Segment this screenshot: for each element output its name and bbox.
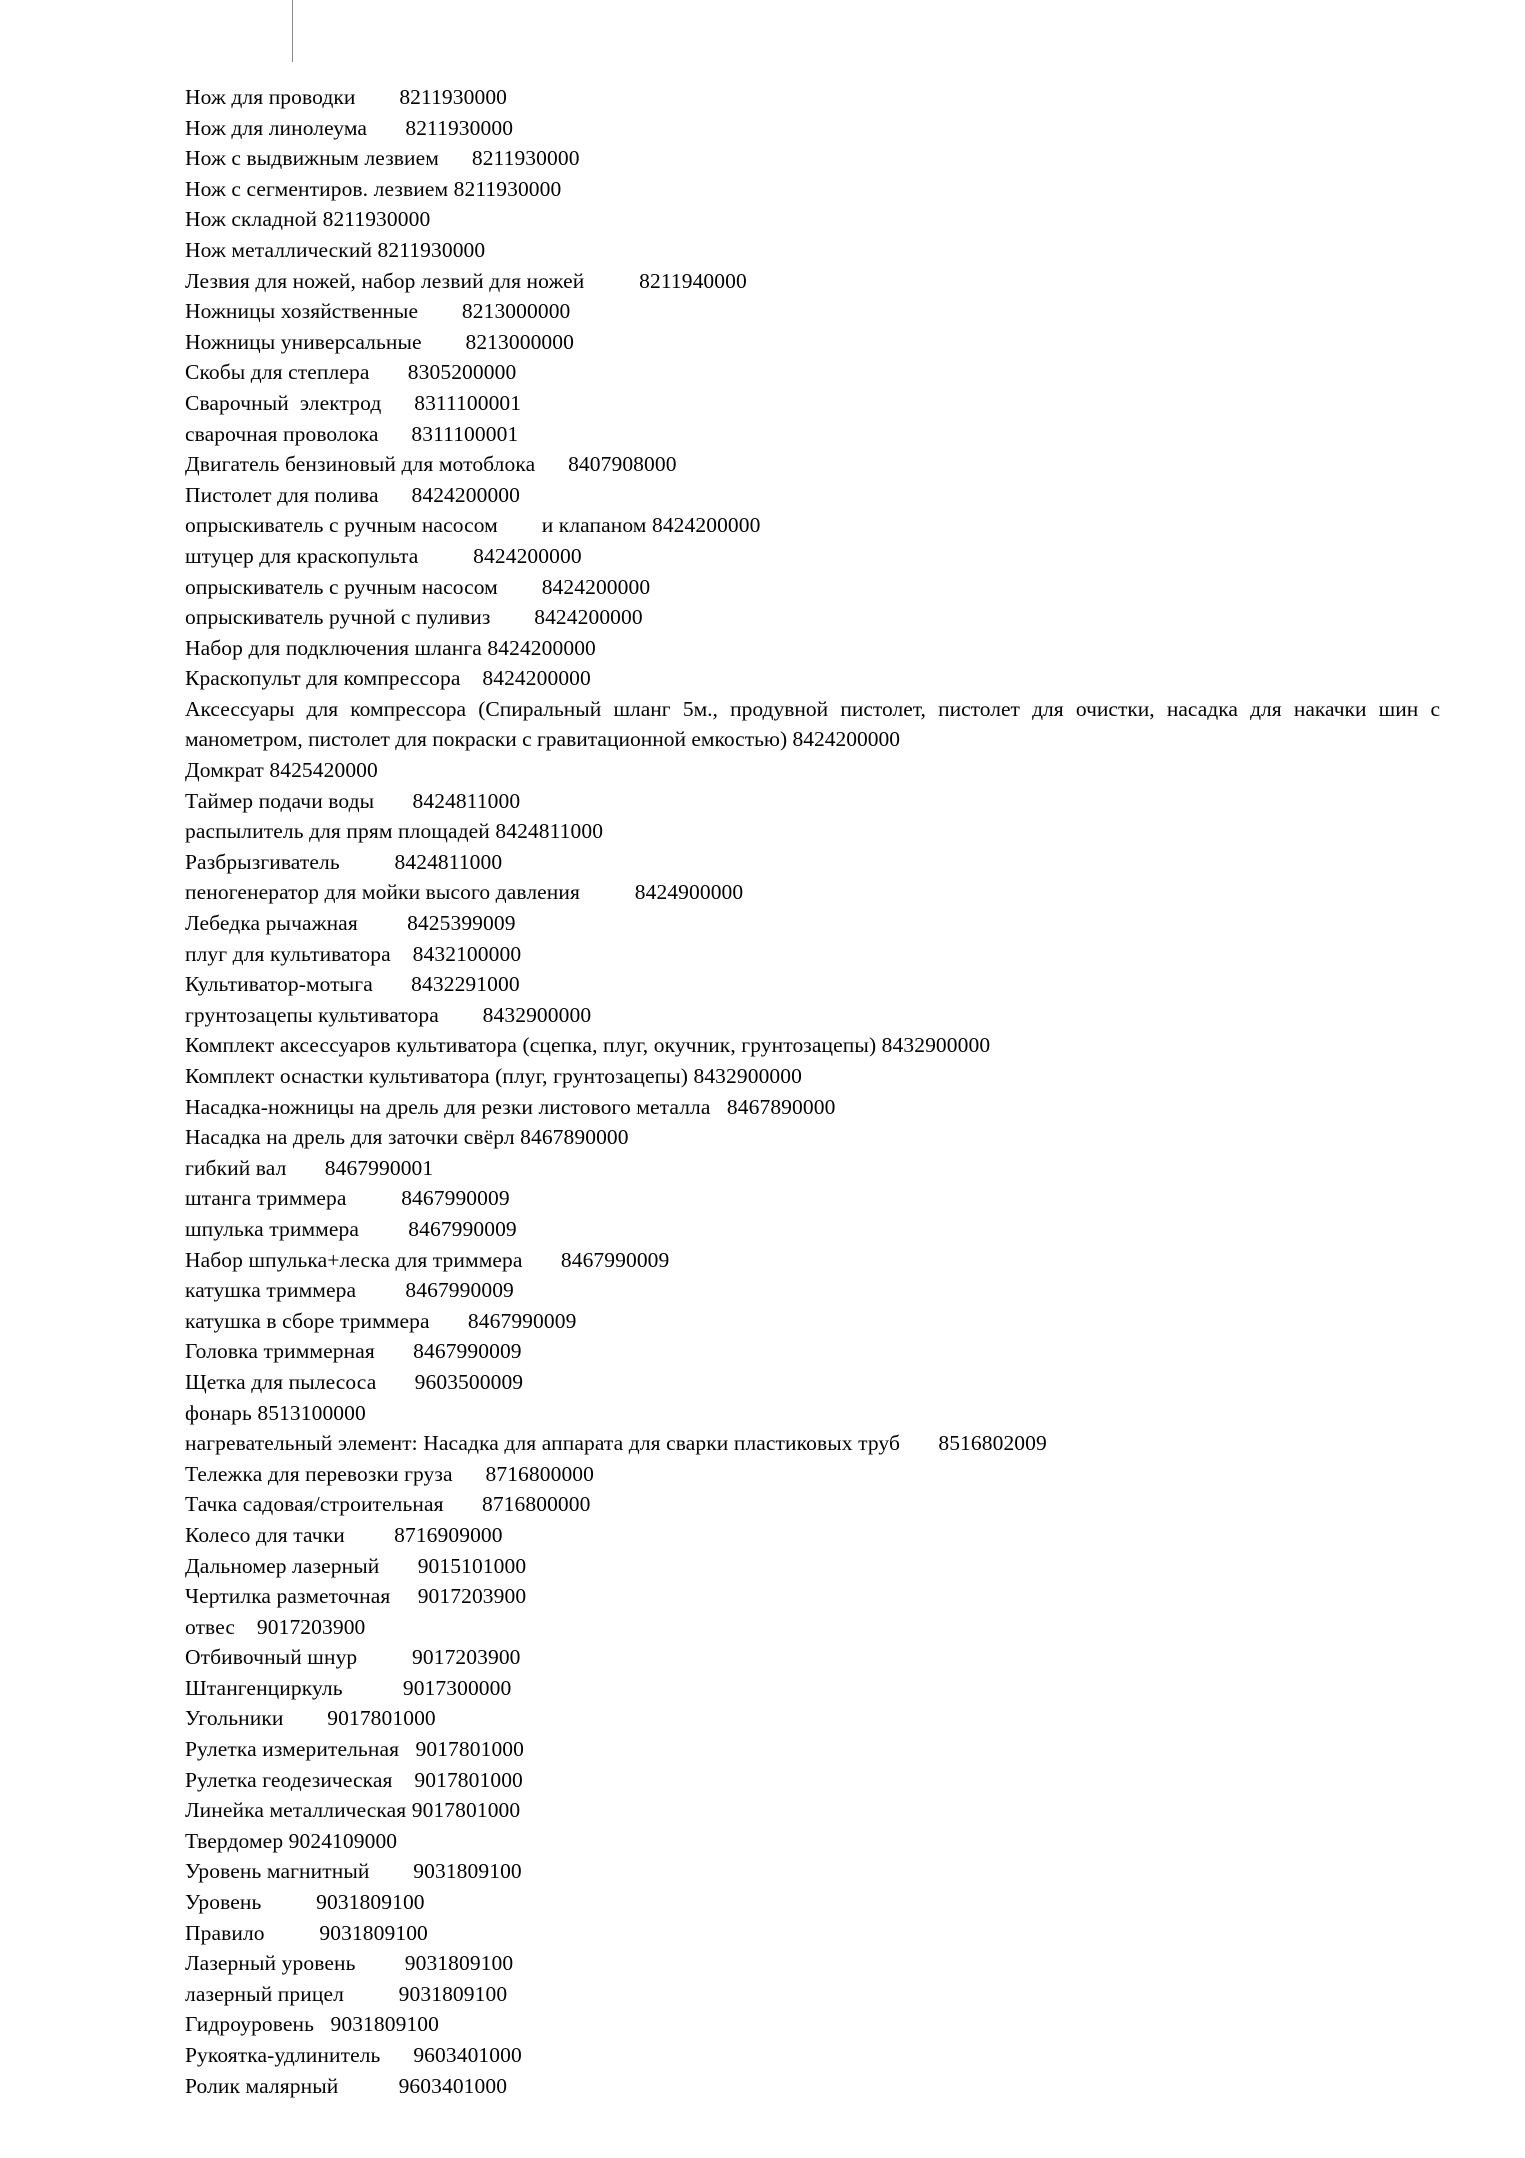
list-item: Правило 9031809100	[185, 1920, 428, 1945]
list-item: фонарь 8513100000	[185, 1400, 366, 1425]
list-item: штуцер для краскопульта 8424200000	[185, 543, 582, 568]
list-item: опрыскиватель с ручным насосом 8424200000	[185, 574, 651, 599]
list-item: плуг для культиватора 8432100000	[185, 941, 522, 966]
list-item: Лезвия для ножей, набор лезвий для ножей 8211940000	[185, 268, 747, 293]
list-item: Штангенциркуль 9017300000	[185, 1675, 512, 1700]
list-item: шпулька триммера 8467990009	[185, 1216, 517, 1241]
list-item: распылитель для прям площадей 8424811000	[185, 819, 604, 844]
list-item: Насадка на дрель для заточки свёрл 8467890000	[185, 1125, 629, 1150]
list-item: Угольники 9017801000	[185, 1706, 436, 1731]
list-item: сварочная проволока 8311100001	[185, 421, 519, 446]
list-item: нагревательный элемент: Насадка для аппарата для сварки пластиковых труб 8516802009	[185, 1431, 1047, 1456]
list-item: штанга триммера 8467990009	[185, 1186, 510, 1211]
list-item: Сварочный электрод 8311100001	[185, 390, 522, 415]
list-item: Таймер подачи воды 8424811000	[185, 788, 521, 813]
list-item: Набор шпулька+леска для триммера 8467990009	[185, 1247, 670, 1272]
list-item: Чертилка разметочная 9017203900	[185, 1584, 527, 1609]
list-item: Уровень 9031809100	[185, 1890, 425, 1915]
list-item: Отбивочный шнур 9017203900	[185, 1645, 521, 1670]
list-item: Культиватор-мотыга 8432291000	[185, 972, 520, 997]
list-item: Гидроуровень 9031809100	[185, 2012, 439, 2037]
list-item: Насадка-ножницы на дрель для резки листового металла 8467890000	[185, 1094, 836, 1119]
list-item: Нож металлический 8211930000	[185, 237, 486, 262]
list-item: Твердомер 9024109000	[185, 1828, 398, 1853]
list-item: Тачка садовая/строительная 8716800000	[185, 1492, 591, 1517]
list-item: Нож для проводки 8211930000	[185, 85, 508, 109]
list-item: Нож складной 8211930000	[185, 207, 431, 232]
list-item: гибкий вал 8467990001	[185, 1155, 434, 1180]
list-item: Нож с сегментиров. лезвием 8211930000	[185, 176, 562, 201]
document-body	[178, 82, 1448, 2101]
list-item: катушка триммера 8467990009	[185, 1278, 514, 1303]
list-item: Рулетка геодезическая 9017801000	[185, 1767, 523, 1792]
product-list-part-1	[178, 82, 1448, 694]
list-item: Нож для линолеума 8211930000	[185, 115, 514, 140]
list-item: Ножницы хозяйственные 8213000000	[185, 299, 571, 324]
accessories-paragraph: Аксессуары для компрессора (Спиральный шланг 5м., продувной пистолет, пистолет для очистки, насадка для накачки шин с манометром, пистолет для покраски с гравитационной емкостью) 8424200000	[185, 696, 1440, 752]
list-item: лазерный прицел 9031809100	[185, 1981, 508, 2006]
list-item: Линейка металлическая 9017801000	[185, 1798, 521, 1823]
list-item: Разбрызгиватель 8424811000	[185, 849, 503, 874]
list-item: Скобы для степлера 8305200000	[185, 360, 517, 385]
list-item: пеногенератор для мойки высого давления 8424900000	[185, 880, 744, 905]
list-item: Ножницы универсальные 8213000000	[185, 329, 574, 354]
list-item: Уровень магнитный 9031809100	[185, 1859, 522, 1884]
list-item: Тележка для перевозки груза 8716800000	[185, 1461, 594, 1486]
list-item: грунтозацепы культиватора 8432900000	[185, 1002, 592, 1027]
list-item: опрыскиватель с ручным насосом и клапаном 8424200000	[185, 513, 761, 538]
list-item: Краскопульт для компрессора 8424200000	[185, 666, 591, 691]
list-item: отвес 9017203900	[185, 1614, 366, 1639]
list-item: опрыскиватель ручной с пуливиз 8424200000	[185, 605, 643, 630]
list-item: Домкрат 8425420000	[185, 758, 378, 783]
list-item: Рукоятка-удлинитель 9603401000	[185, 2043, 522, 2067]
list-item: катушка в сборе триммера 8467990009	[185, 1308, 577, 1333]
list-item: Колесо для тачки 8716909000	[185, 1522, 503, 1547]
list-item: Щетка для пылесоса 9603500009	[185, 1369, 524, 1394]
list-item: Ролик малярный 9603401000	[185, 2073, 508, 2098]
list-item: Дальномер лазерный 9015101000	[185, 1553, 527, 1578]
list-item: Набор для подключения шланга 8424200000	[185, 635, 596, 660]
product-list-part-2	[178, 755, 1448, 2101]
list-item: Комплект аксессуаров культиватора (сцепка, плуг, окучник, грунтозацепы) 8432900000	[185, 1033, 991, 1058]
list-item: Головка триммерная 8467990009	[185, 1339, 522, 1364]
list-item: Рулетка измерительная 9017801000	[185, 1737, 525, 1762]
list-item: Лазерный уровень 9031809100	[185, 1951, 514, 1976]
margin-tick-mark	[292, 0, 293, 62]
list-item: Двигатель бензиновый для мотоблока 8407908000	[185, 452, 677, 477]
list-item: Комплект оснастки культиватора (плуг, грунтозацепы) 8432900000	[185, 1064, 802, 1088]
list-item: Нож с выдвижным лезвием 8211930000	[185, 146, 580, 171]
list-item: Пистолет для полива 8424200000	[185, 482, 520, 507]
list-item: Лебедка рычажная 8425399009	[185, 911, 516, 936]
